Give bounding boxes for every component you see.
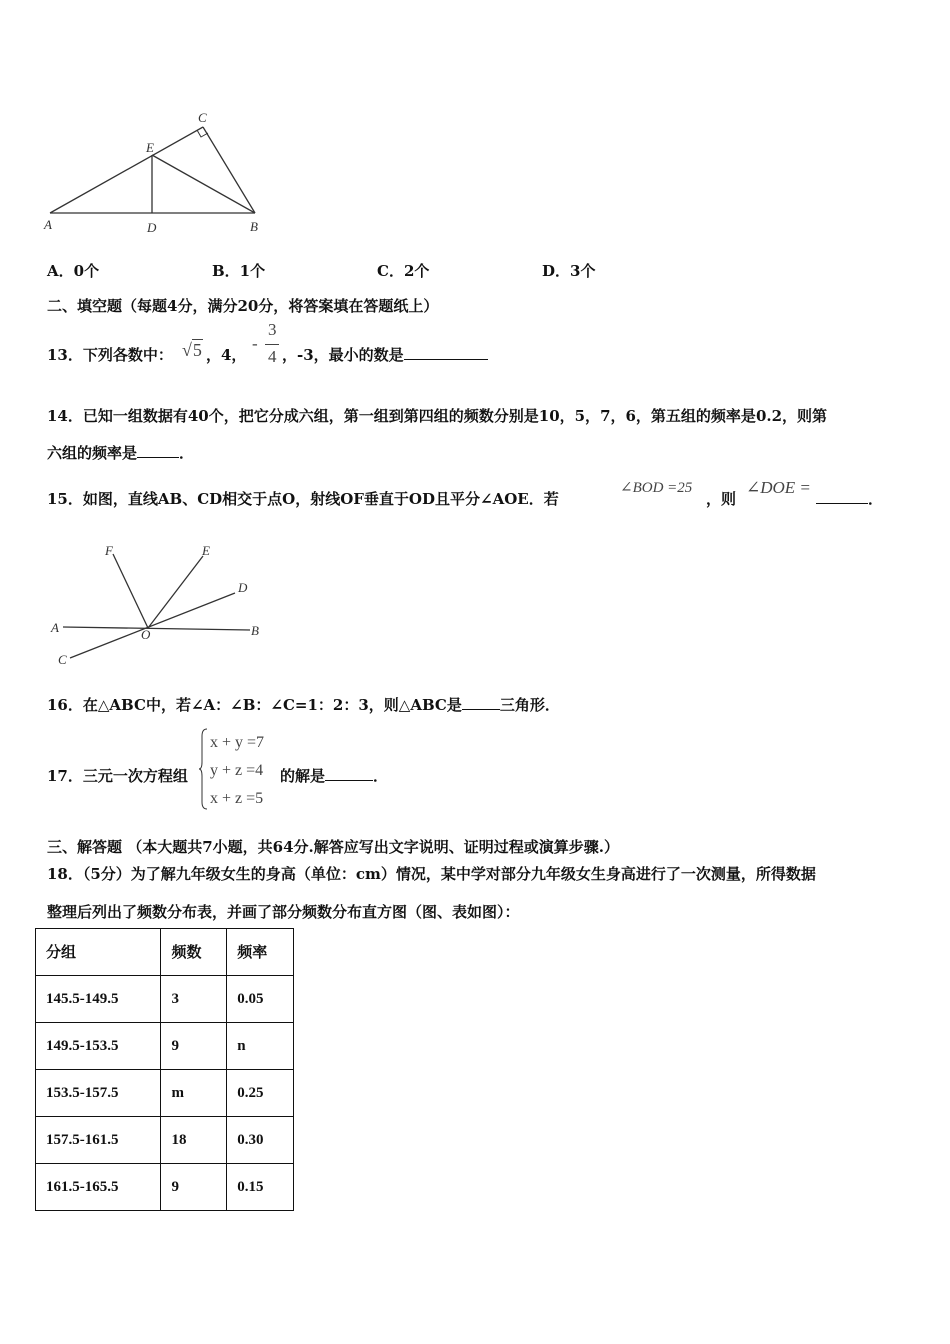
option-a: A．0个 xyxy=(47,262,100,280)
q15-answer-blank[interactable] xyxy=(816,489,868,504)
fraction-numerator: 3 xyxy=(268,320,277,339)
table-row xyxy=(36,1023,294,1070)
fraction-bar xyxy=(265,344,279,345)
lines-figure xyxy=(45,540,270,670)
option-d: D．3个 xyxy=(542,262,596,280)
q15-expr2: ∠DOE = xyxy=(746,478,811,497)
equation-2: y + z =4 xyxy=(210,762,264,779)
system-brace xyxy=(199,728,209,810)
q15-text: 15．如图，直线AB、CD相交于点O，射线OF垂直于OD且平分∠AOE．若 xyxy=(47,490,559,508)
q14-line2 xyxy=(47,442,194,463)
label-e: E xyxy=(146,140,154,155)
label-d: D xyxy=(238,580,248,595)
cell-frequency: 0.05 xyxy=(227,976,294,1023)
q15-mid: ，则 xyxy=(706,490,737,508)
line-ab xyxy=(63,627,250,630)
right-angle-mark xyxy=(197,130,208,137)
table-row xyxy=(36,1117,294,1164)
header-count: 频数 xyxy=(161,929,227,976)
line-cd xyxy=(70,593,235,658)
option-b: B．1个 xyxy=(212,262,266,280)
cell-frequency: 0.30 xyxy=(227,1117,294,1164)
q13-sep1: ，4， xyxy=(206,346,247,364)
q13-answer-blank[interactable] xyxy=(404,345,488,360)
cell-group: 157.5-161.5 xyxy=(36,1117,161,1164)
segment-eb xyxy=(152,155,255,213)
label-e: E xyxy=(202,543,210,558)
label-c: C xyxy=(198,110,207,125)
q17-suffix-text: 的解是 xyxy=(280,767,326,785)
equation-system xyxy=(210,729,264,813)
cell-frequency: n xyxy=(227,1023,294,1070)
fraction-minus: - xyxy=(252,334,258,353)
q16-tail: 三角形． xyxy=(499,696,560,714)
q14-answer-blank[interactable] xyxy=(137,443,179,458)
q16-answer-blank[interactable] xyxy=(462,695,500,710)
cell-frequency: 0.15 xyxy=(227,1164,294,1211)
fraction-denominator: 4 xyxy=(268,347,277,366)
cell-count: 3 xyxy=(161,976,227,1023)
equation-1: x + y =7 xyxy=(210,734,265,751)
sqrt-radicand: 5 xyxy=(192,340,202,360)
cell-count: m xyxy=(161,1070,227,1117)
table-row xyxy=(36,1070,294,1117)
label-a: A xyxy=(51,620,59,635)
frequency-table xyxy=(35,928,294,1211)
cell-count: 9 xyxy=(161,1023,227,1070)
ray-of xyxy=(113,554,148,628)
q14-line1: 14．已知一组数据有40个，把它分成六组，第一组到第四组的频数分别是10，5，7，6，第五组的频率是0.2，则第 xyxy=(47,407,828,425)
cell-group: 153.5-157.5 xyxy=(36,1070,161,1117)
q13-sqrt xyxy=(182,340,203,361)
q17-answer-blank[interactable] xyxy=(325,766,373,781)
table-row xyxy=(36,1164,294,1211)
cell-group: 149.5-153.5 xyxy=(36,1023,161,1070)
q17-suffix xyxy=(280,765,388,786)
cell-group: 145.5-149.5 xyxy=(36,976,161,1023)
label-o: O xyxy=(141,627,151,642)
ray-oe xyxy=(148,556,203,628)
label-d: D xyxy=(147,220,157,235)
q17-prefix: 17．三元一次方程组 xyxy=(47,767,188,785)
q18-line2: 整理后列出了频数分布表，并画了部分频数分布直方图（图、表如图）： xyxy=(47,903,520,921)
q15-expr1: ∠BOD =25 xyxy=(620,480,693,496)
q16-text: 16．在△ABC中，若∠A：∠B：∠C=1：2：3，则△ABC是 xyxy=(47,696,462,714)
q14-line2-text: 六组的频率是 xyxy=(47,444,138,462)
cell-count: 9 xyxy=(161,1164,227,1211)
segment-ac xyxy=(50,127,203,213)
q13-prefix: 13．下列各数中： xyxy=(47,346,173,364)
q15-answer xyxy=(816,488,883,509)
table-header-row xyxy=(36,929,294,976)
label-b: B xyxy=(251,623,259,638)
q18-line1: 18．（5分）为了解九年级女生的身高（单位：cm）情况，某中学对部分九年级女生身高进行了一次测量，所得数据 xyxy=(47,865,816,883)
label-f: F xyxy=(105,543,113,558)
cell-frequency: 0.25 xyxy=(227,1070,294,1117)
segment-cb xyxy=(203,127,255,213)
q13-sep2-text: ，-3，最小的数是 xyxy=(282,346,404,364)
label-b: B xyxy=(250,219,258,234)
label-a: A xyxy=(44,217,52,232)
equation-3: x + z =5 xyxy=(210,790,264,807)
table-row xyxy=(36,976,294,1023)
section2-heading: 二、填空题（每题4分，满分20分，将答案填在答题纸上） xyxy=(47,297,439,315)
sqrt-symbol: √ xyxy=(182,340,192,360)
q15-tail: ． xyxy=(868,490,884,508)
section3-heading: 三、解答题 （本大题共7小题，共64分.解答应写出文字说明、证明过程或演算步骤.） xyxy=(47,838,619,856)
triangle-figure xyxy=(40,105,280,240)
cell-count: 18 xyxy=(161,1117,227,1164)
option-c: C．2个 xyxy=(377,262,430,280)
label-c: C xyxy=(58,652,67,667)
q17-tail: ． xyxy=(373,767,389,785)
q14-tail: ． xyxy=(179,444,195,462)
q13-sep2 xyxy=(282,344,488,365)
header-group: 分组 xyxy=(36,929,161,976)
cell-group: 161.5-165.5 xyxy=(36,1164,161,1211)
header-frequency: 频率 xyxy=(227,929,294,976)
q16 xyxy=(47,694,560,715)
